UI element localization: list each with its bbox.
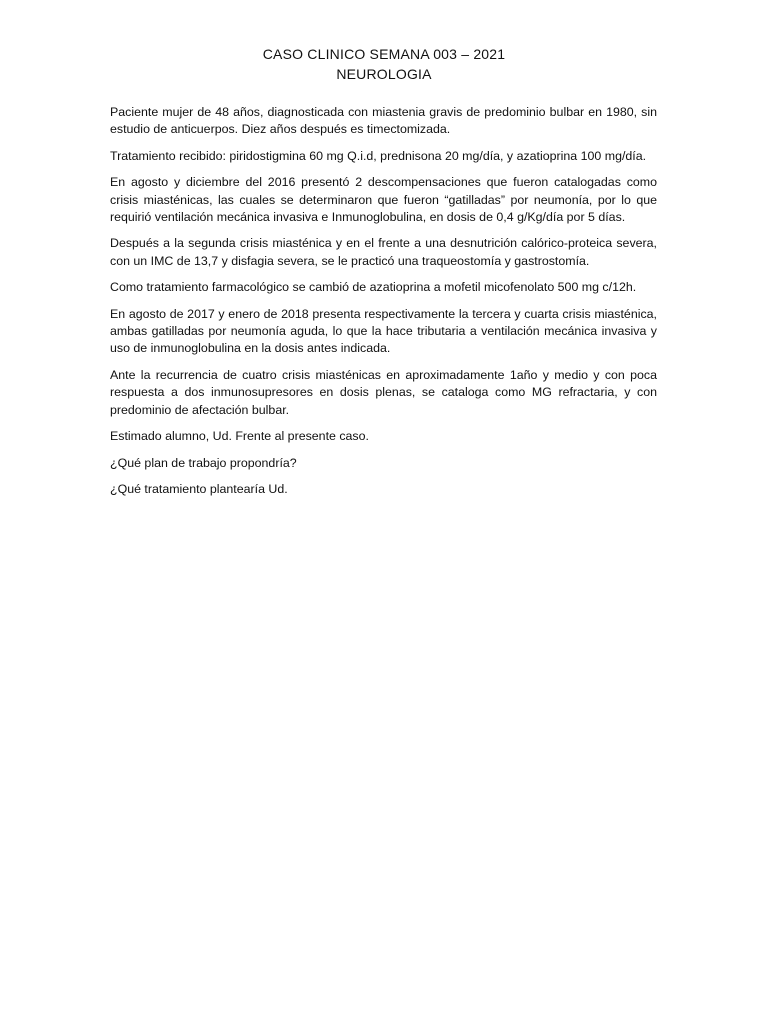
paragraph-patient-history: Paciente mujer de 48 años, diagnosticada con miastenia gravis de predominio bulbar en 1980, sin estudio de anticuerpos. Diez años después es timectomizada. — [110, 105, 657, 137]
paragraph-treatment: Tratamiento recibido: piridostigmina 60 mg Q.i.d, prednisona 20 mg/día, y azatioprina 100 mg/día. — [110, 148, 647, 163]
paragraph-drug-change: Como tratamiento farmacológico se cambió de azatioprina a mofetil micofenolato 500 mg c/12h. — [110, 280, 637, 295]
paragraph-refractory-mg: Ante la recurrencia de cuatro crisis miasténicas en aproximadamente 1año y medio y con poca respuesta a dos inmunosupresores en dosis plenas, se cataloga como MG refractaria, y con predominio de afectación bulbar. — [110, 367, 657, 417]
paragraph-tracheostomy: Después a la segunda crisis miasténica y en el frente a una desnutrición calórico-proteica severa, con un IMC de 13,7 y disfagia severa, se le practicó una traqueostomía y gastrostomía. — [110, 236, 657, 268]
case-title: CASO CLINICO SEMANA 003 – 2021 — [262, 46, 506, 62]
paragraph-student-prompt: Estimado alumno, Ud. Frente al presente caso. — [110, 429, 369, 444]
paragraph-crises-2016: En agosto y diciembre del 2016 presentó 2 descompensaciones que fueron catalogadas como crisis miasténicas, las cuales se determinaron que fueron “gatilladas” por neumonía, por lo que requirió ventilación mecánica invasiva e Inmunoglobulina, en dosis de 0,4 g/Kg/día por 5 días. — [110, 175, 657, 225]
paragraph-crises-2017-2018: En agosto de 2017 y enero de 2018 presenta respectivamente la tercera y cuarta crisis miasténica, ambas gatilladas por neumonía aguda, lo que la hace tributaria a ventilación mecánica invasiva y uso de inmunoglobulina en la dosis antes indicada. — [110, 306, 657, 356]
document-body — [110, 104, 657, 507]
document-header — [0, 44, 768, 84]
specialty-title: NEUROLOGIA — [336, 66, 432, 82]
question-work-plan: ¿Qué plan de trabajo propondría? — [110, 455, 297, 470]
question-treatment: ¿Qué tratamiento plantearía Ud. — [110, 481, 288, 496]
